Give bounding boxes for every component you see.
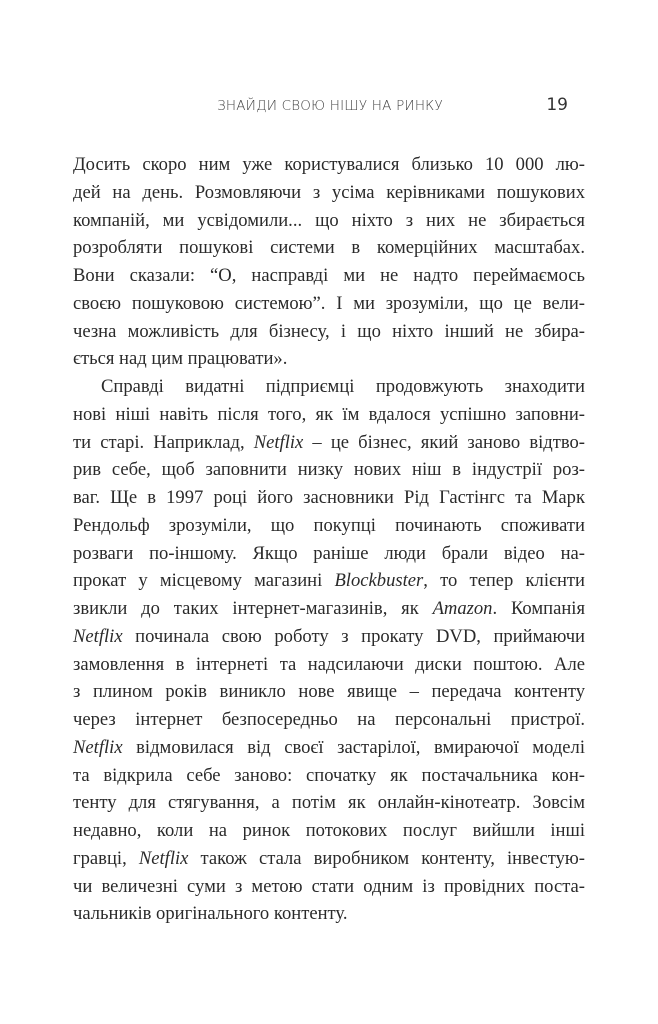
text-segment: з плином років виникло нове явище – передача контенту (73, 681, 585, 703)
italic-text: Netflix (253, 431, 304, 453)
text-line (73, 262, 585, 290)
text-segment: тенту для стягування, а потім як онлайн-кінотеатр. Зовсім (73, 792, 585, 814)
italic-text: Netflix (73, 736, 123, 758)
italic-text: Amazon (432, 598, 493, 619)
text-line (73, 345, 585, 373)
text-segment: гравці, (73, 847, 139, 869)
text-segment: через інтернет безпосередньо на персональні пристрої. (73, 709, 585, 730)
text-line (73, 623, 585, 651)
text-segment: ваг. Ще в 1997 році його засновники Рід Гастінгс та Марк (73, 487, 585, 508)
text-line (73, 817, 585, 845)
text-line (73, 678, 585, 706)
text-line (73, 595, 585, 623)
text-line (73, 845, 585, 873)
text-segment: чезна можливість для бізнесу, і що ніхто інший не збира- (73, 320, 585, 342)
text-segment: Вони сказали: “О, насправді ми не надто переймаємось (73, 265, 585, 286)
text-segment: розваги по-іншому. Якщо раніше люди брали відео на- (73, 542, 585, 564)
text-segment: також стала виробником контенту, інвестую- (188, 847, 585, 869)
text-segment: Досить скоро ним уже користувалися близько 10 000 лю- (73, 154, 585, 175)
text-line (73, 456, 585, 484)
text-line (73, 734, 585, 762)
text-segment: – це бізнес, який заново відтво- (303, 431, 585, 453)
italic-text: Blockbuster (334, 570, 424, 592)
text-segment: розробляти пошукові системи в комерційних масштабах. (73, 237, 585, 259)
running-header (0, 95, 658, 119)
text-line (73, 151, 585, 179)
text-segment: ти старі. Наприклад, (73, 431, 254, 453)
text-line (73, 567, 585, 595)
italic-text: Netflix (73, 625, 123, 647)
text-segment: компаній, ми усвідомили... що ніхто з них не збирається (73, 209, 585, 231)
text-segment: Справді видатні підприємці продовжують знаходити (101, 376, 585, 397)
text-line (73, 318, 585, 346)
text-line (73, 484, 585, 512)
text-line (73, 207, 585, 235)
text-line (73, 373, 585, 401)
text-segment: недавно, коли на ринок потокових послуг вийшли інші (73, 820, 585, 841)
text-line (73, 789, 585, 817)
paragraph (73, 151, 585, 373)
text-segment: відмовилася від своєї застарілої, вмираючої моделі (122, 736, 585, 758)
text-line (73, 290, 585, 318)
text-line (73, 762, 585, 790)
text-segment: починала свою роботу з прокату DVD, приймаючи (122, 625, 585, 647)
text-line (73, 651, 585, 679)
italic-text: Netflix (138, 847, 189, 869)
text-segment: Рендольф зрозуміли, що покупці починають споживати (73, 514, 585, 536)
text-segment: звикли до таких інтернет-магазинів, як (73, 598, 433, 619)
text-line (73, 706, 585, 734)
text-segment: чи величезні суми з метою стати одним із провідних поста- (73, 875, 585, 897)
text-line (73, 873, 585, 901)
text-segment: своєю пошуковою системою”. І ми зрозуміли, що це вели- (73, 292, 585, 314)
text-segment: прокат у місцевому магазині (73, 570, 335, 592)
text-segment: чальників оригінального контенту. (73, 903, 348, 925)
text-line (73, 401, 585, 429)
text-segment: , то тепер клієнти (423, 570, 585, 592)
text-segment: рив себе, щоб заповнити низку нових ніш в індустрії роз- (73, 459, 585, 481)
text-segment: та відкрила себе заново: спочатку як постачальника кон- (73, 764, 585, 786)
body-text (73, 151, 585, 928)
text-line (73, 179, 585, 207)
text-segment: нові ніші навіть після того, як їм вдалося успішно заповни- (73, 403, 585, 425)
text-segment: замовлення в інтернеті та надсилаючи диски поштою. Але (73, 653, 585, 675)
text-line (73, 429, 585, 457)
text-segment: дей на день. Розмовляючи з усіма керівниками пошукових (73, 181, 585, 203)
page-number: 19 (546, 95, 568, 115)
text-line (73, 234, 585, 262)
running-title: ЗНАЙДИ СВОЮ НІШУ НА РИНКУ (217, 98, 443, 114)
text-line (73, 540, 585, 568)
paragraph (73, 373, 585, 928)
text-line (73, 512, 585, 540)
text-segment: ється над цим працювати». (73, 348, 288, 370)
text-line (73, 900, 585, 928)
text-segment: . Компанія (492, 598, 586, 619)
